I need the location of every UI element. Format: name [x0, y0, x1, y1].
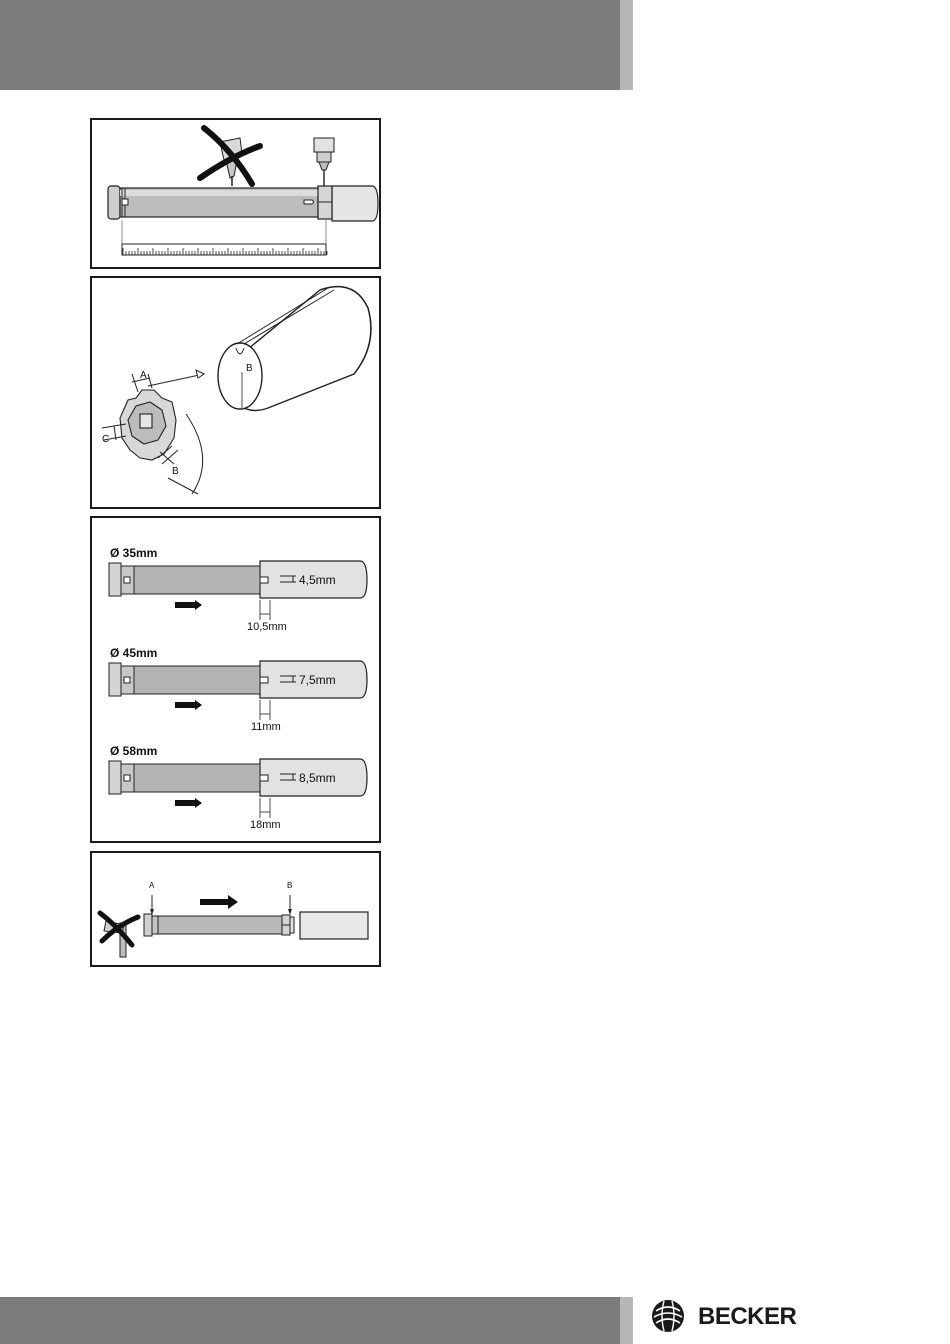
diameter-offsets-illustration: [92, 518, 381, 843]
diameter-label: Ø 45mm: [110, 646, 158, 660]
slot-width-label: 7,5mm: [299, 673, 336, 687]
offset-label: 10,5mm: [247, 621, 287, 633]
insert-motor-illustration: [92, 853, 381, 967]
label-a: A: [149, 881, 155, 890]
slot-width-label: 8,5mm: [299, 771, 336, 785]
figure-diameter-offsets: [90, 516, 381, 843]
offset-label: 18mm: [250, 819, 281, 831]
header-bar: [0, 0, 620, 90]
slot-width-label: 4,5mm: [299, 573, 336, 587]
figure-insert-motor: [90, 851, 381, 967]
label-c: C: [102, 434, 110, 445]
footer-accent-strip: [620, 1297, 633, 1344]
diameter-label: Ø 58mm: [110, 744, 158, 758]
label-b: B: [287, 881, 293, 890]
footer-bar: [0, 1297, 620, 1344]
diameter-row-35: [109, 561, 367, 620]
diameter-row-45: [109, 661, 367, 720]
figure-measure-drill: [90, 118, 381, 269]
offset-label: 11mm: [251, 721, 281, 733]
brand-name: BECKER: [698, 1303, 797, 1330]
diameter-label: Ø 35mm: [110, 546, 158, 560]
measure-drill-illustration: [92, 120, 381, 269]
label-b-tube: B: [246, 363, 253, 374]
adapter-fit-illustration: [92, 278, 381, 509]
header-accent-strip: [620, 0, 633, 90]
diameter-row-58: [109, 759, 367, 818]
figure-adapter-fit: [90, 276, 381, 509]
label-a: A: [140, 370, 147, 381]
label-b-adapter: B: [172, 466, 179, 477]
